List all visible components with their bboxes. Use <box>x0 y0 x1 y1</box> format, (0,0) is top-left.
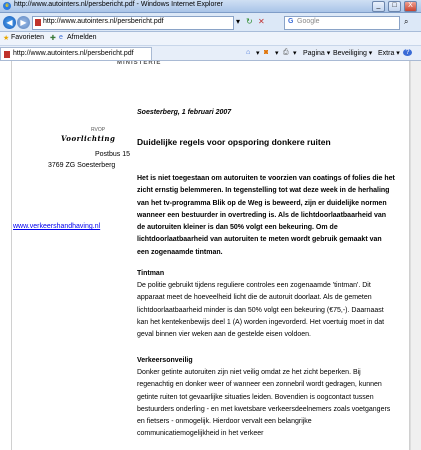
section-title-tintman: Tintman <box>137 270 165 277</box>
lead-paragraph <box>137 173 407 259</box>
search-placeholder: Google <box>297 18 320 25</box>
search-input[interactable] <box>284 16 400 30</box>
pdf-icon <box>35 19 41 26</box>
lead-line: Het is niet toegestaan om autoruiten te voorzien van coatings of folies die het <box>137 175 395 182</box>
dept-name: Voorlichting <box>61 134 116 143</box>
body-line: communicatiemogelijkheid in het verkeer <box>137 430 264 438</box>
headline: Duidelijke regels voor opsporing donkere ruiten <box>137 137 331 147</box>
maximize-button[interactable]: □ <box>388 1 401 12</box>
body-line: en fietsers - onmogelijk. Hierdoor vervalt een belangrijke <box>137 418 312 426</box>
section-title-verkeersonveilig: Verkeersonveilig <box>137 357 193 364</box>
feeds-icon[interactable]: ◙ <box>264 49 269 56</box>
city-address: 3769 ZG Soesterberg <box>48 162 116 169</box>
back-button[interactable]: ◀ <box>3 16 16 29</box>
print-icon[interactable]: ⎙ <box>283 49 289 56</box>
add-favorite-icon[interactable]: ✚ <box>50 35 56 42</box>
body-line: bestuurders onderling - en met kwetsbare verkeersdeelnemers zoals voetgangers <box>137 405 391 413</box>
lead-line: een zogenaamde tintman. <box>137 248 223 256</box>
window-title: http://www.autointers.nl/persbericht.pdf - Windows Internet Explorer <box>14 1 223 8</box>
body-line: geval binnen vier weken aan de gestelde eisen voldoen. <box>137 331 311 339</box>
pdf-tab-icon <box>4 51 10 58</box>
body-line: apparaat meet de hoeveelheid licht die de autoruit doorlaat. Als de gemeten <box>137 294 372 302</box>
title-bar <box>0 0 421 13</box>
ie-logo-icon: e <box>3 2 11 10</box>
extra-menu[interactable]: Extra ▾ <box>378 50 400 57</box>
home-icon[interactable]: ⌂ <box>246 49 251 56</box>
lead-line: van het tv-programma Blik op de Weg is beweerd, zijn er duidelijke normen <box>137 199 387 207</box>
lead-line: lichtdoorlaatbaarheid van autoruiten te meten wordt gebruik gemaakt van <box>137 236 382 244</box>
dateline: Soesterberg, 1 februari 2007 <box>137 109 232 116</box>
home-dropdown-icon[interactable]: ▾ <box>256 50 260 57</box>
body-line: lichtdoorlaatbaarheid minder is dan 50% volgt een bekeuring (€75,-). Daarnaast <box>137 306 384 314</box>
vertical-scrollbar[interactable] <box>410 61 421 450</box>
lead-line: de autoruiten kleiner is dan 50% volgt een bekeuring. Om de <box>137 224 338 232</box>
forward-button[interactable]: ▶ <box>17 16 30 29</box>
search-icon[interactable]: ⌕ <box>404 17 409 26</box>
favorites-star-icon[interactable]: ★ <box>3 35 10 42</box>
print-dropdown-icon[interactable]: ▾ <box>293 50 297 57</box>
address-url: http://www.autointers.nl/persbericht.pdf <box>43 18 164 25</box>
masthead-text: MINISTERIE <box>117 61 162 66</box>
refresh-icon[interactable]: ↻ <box>246 17 253 26</box>
favorites-bar <box>0 32 421 46</box>
pdf-page <box>11 61 410 450</box>
address-input[interactable] <box>32 16 234 30</box>
body-line: De politie gebruikt tijdens reguliere controles een zogenaamde 'tintman'. Dit <box>137 282 371 289</box>
tab-command-bar <box>0 46 421 61</box>
masthead <box>107 61 167 68</box>
website-link[interactable]: www.verkeershandhaving.nl <box>13 223 101 230</box>
security-menu[interactable]: Beveiliging ▾ <box>333 50 373 57</box>
close-button[interactable]: X <box>404 1 417 12</box>
help-icon[interactable]: ? <box>403 49 412 56</box>
google-icon: G <box>288 18 294 25</box>
stop-icon[interactable]: ✕ <box>258 17 265 26</box>
body-line: Donker getinte autoruiten zijn niet veilig omdat ze het zicht beperken. Bij <box>137 369 361 376</box>
tab-label: http://www.autointers.nl/persbericht.pdf <box>13 50 134 57</box>
lead-line: zicht ernstig belemmeren. In tegenstelling tot wat deze week in de herhaling <box>137 187 390 195</box>
tab-persbericht[interactable] <box>0 47 152 60</box>
postbus: Postbus 15 <box>95 151 131 158</box>
feeds-dropdown-icon[interactable]: ▾ <box>275 50 279 57</box>
dropdown-icon[interactable]: ▾ <box>236 17 241 26</box>
section-tintman <box>137 280 407 341</box>
address-toolbar <box>0 13 421 32</box>
quick-link-afmelden[interactable]: Afmelden <box>67 34 97 41</box>
lead-line: wanneer een bestuurder in overtreding is. Als de lichtdoorlaatbaarheid van <box>137 211 387 219</box>
body-line: getinte ruiten tot gevaarlijke situaties leiden. Bovendien is oogcontact tussen <box>137 393 374 401</box>
minimize-button[interactable]: _ <box>372 1 385 12</box>
web-slice-icon: e <box>59 34 63 41</box>
dept-small: RVOP <box>91 127 106 133</box>
page-menu[interactable]: Pagina ▾ <box>303 50 331 57</box>
body-line: regenachtig en donker weer of wanneer een zonnebril wordt gedragen, kunnen <box>137 381 382 389</box>
section-verkeersonveilig <box>137 367 407 441</box>
pdf-viewer[interactable] <box>0 61 421 450</box>
body-line: kan het kentekenbewijs deel 1 (A) worden ingevorderd. Het voertuig moet in dat <box>137 318 385 326</box>
favorites-button[interactable]: Favorieten <box>11 34 45 41</box>
